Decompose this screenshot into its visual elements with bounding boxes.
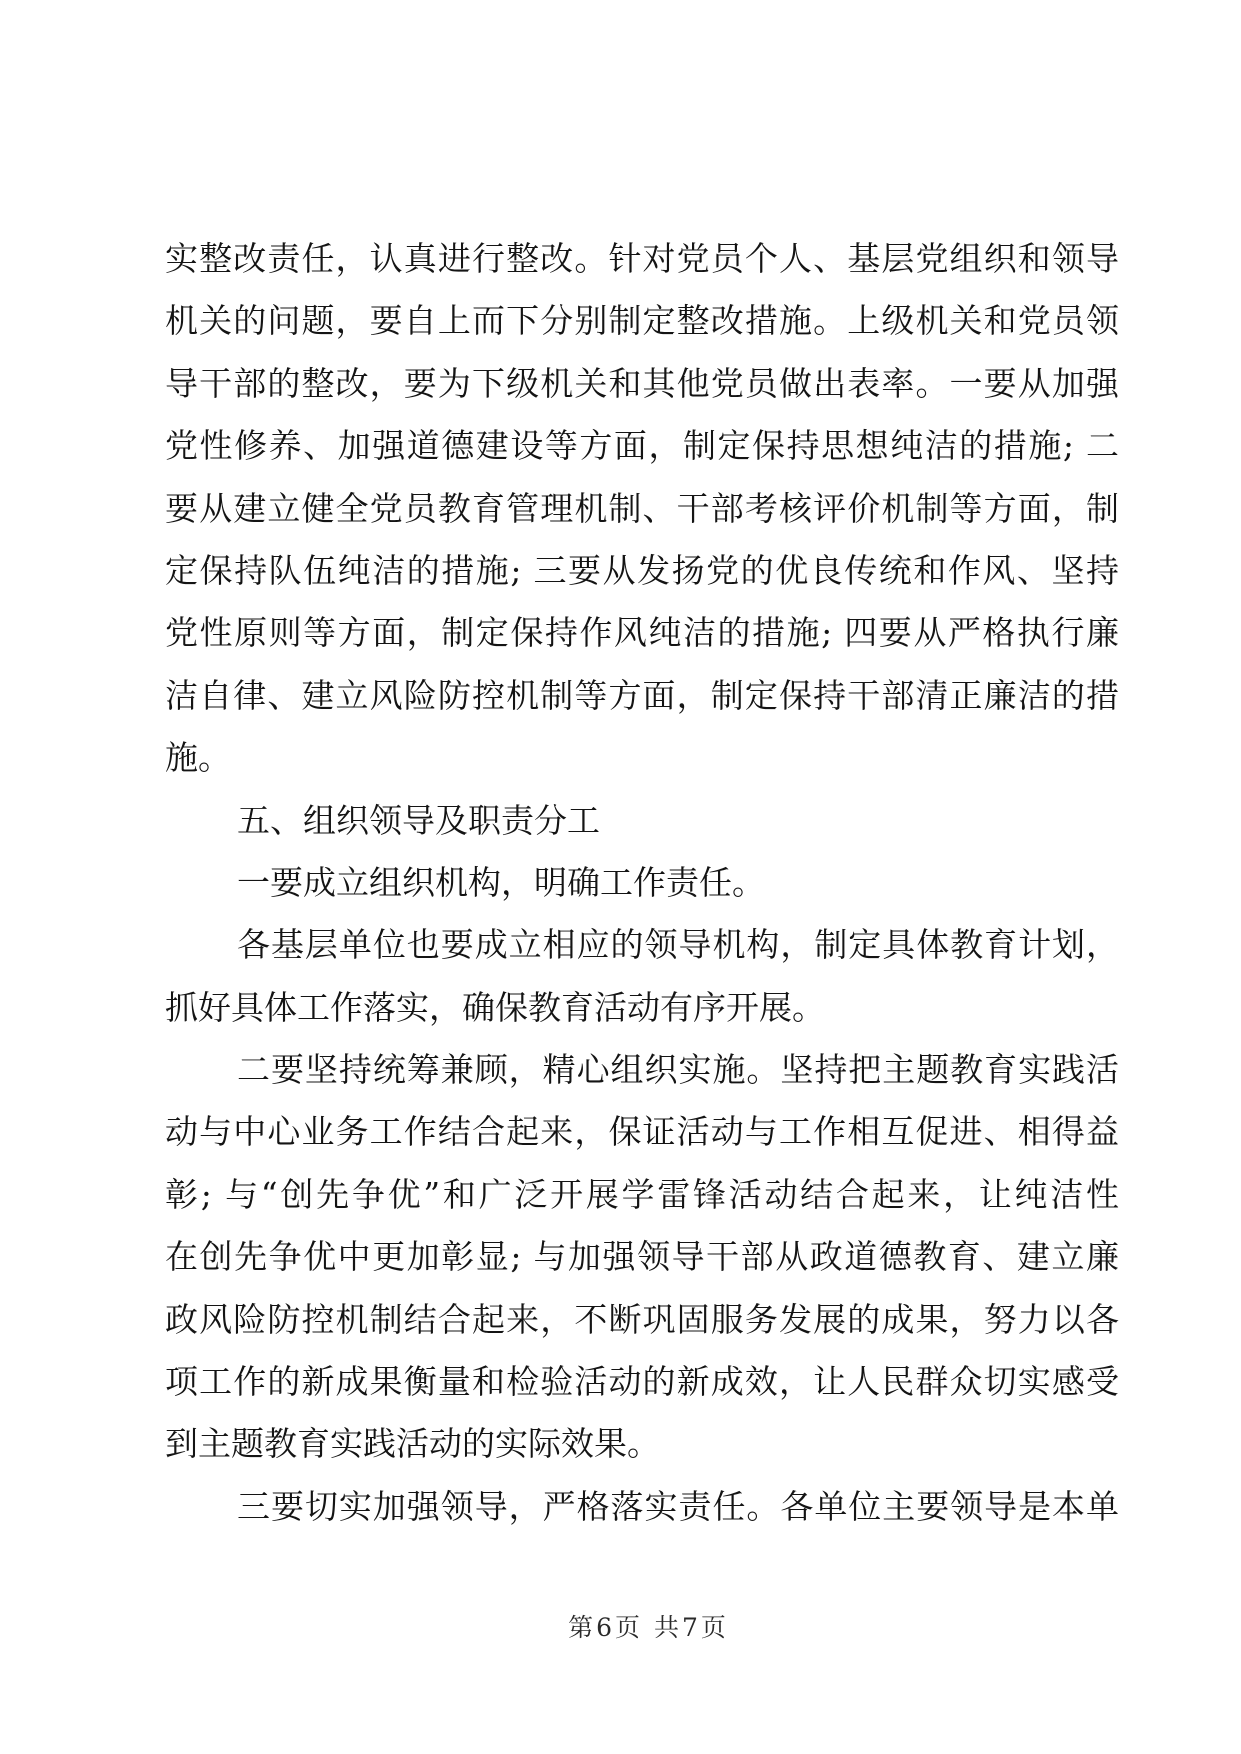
text-line: 定保持队伍纯洁的措施; 三要从发扬党的优良传统和作风、坚持 (165, 550, 1119, 590)
text-line: 党性原则等方面，制定保持作风纯洁的措施; 四要从严格执行廉 (165, 613, 1119, 653)
text-line: 三要切实加强领导，严格落实责任。各单位主要领导是本单 (237, 1486, 1119, 1526)
text-line: 抓好具体工作落实，确保教育活动有序开展。 (165, 987, 825, 1027)
text-line: 政风险防控机制结合起来，不断巩固服务发展的成果，努力以各 (165, 1299, 1119, 1339)
text-line: 洁自律、建立风险防控机制等方面，制定保持干部清正廉洁的措 (165, 675, 1119, 715)
text-line: 项工作的新成果衡量和检验活动的新成效，让人民群众切实感受 (165, 1362, 1119, 1402)
text-line: 党性修养、加强道德建设等方面，制定保持思想纯洁的措施; 二 (165, 426, 1119, 466)
text-line: 在创先争优中更加彰显; 与加强领导干部从政道德教育、建立廉 (165, 1237, 1119, 1277)
text-line: 动与中心业务工作结合起来，保证活动与工作相互促进、相得益 (165, 1112, 1119, 1152)
text-line: 导干部的整改，要为下级机关和其他党员做出表率。一要从加强 (165, 363, 1119, 403)
text-line: 实整改责任，认真进行整改。针对党员个人、基层党组织和领导 (165, 239, 1119, 278)
text-line: 要从建立健全党员教育管理机制、干部考核评价机制等方面，制 (165, 488, 1119, 528)
page-number-footer: 第6页 共7页 (568, 1613, 729, 1642)
section-heading: 五、组织领导及职责分工 (237, 800, 600, 840)
text-line: 机关的问题，要自上而下分别制定整改措施。上级机关和党员领 (165, 301, 1119, 341)
text-line: 各基层单位也要成立相应的领导机构，制定具体教育计划， (237, 925, 1119, 965)
text-line: 到主题教育实践活动的实际效果。 (165, 1424, 660, 1464)
text-line: 施。 (165, 738, 231, 778)
text-line: 一要成立组织机构，明确工作责任。 (237, 862, 765, 902)
text-line: 彰; 与“创先争优”和广泛开展学雷锋活动结合起来，让纯洁性 (165, 1174, 1119, 1214)
text-line: 二要坚持统筹兼顾，精心组织实施。坚持把主题教育实践活 (237, 1050, 1119, 1090)
document-body (165, 228, 1119, 1538)
